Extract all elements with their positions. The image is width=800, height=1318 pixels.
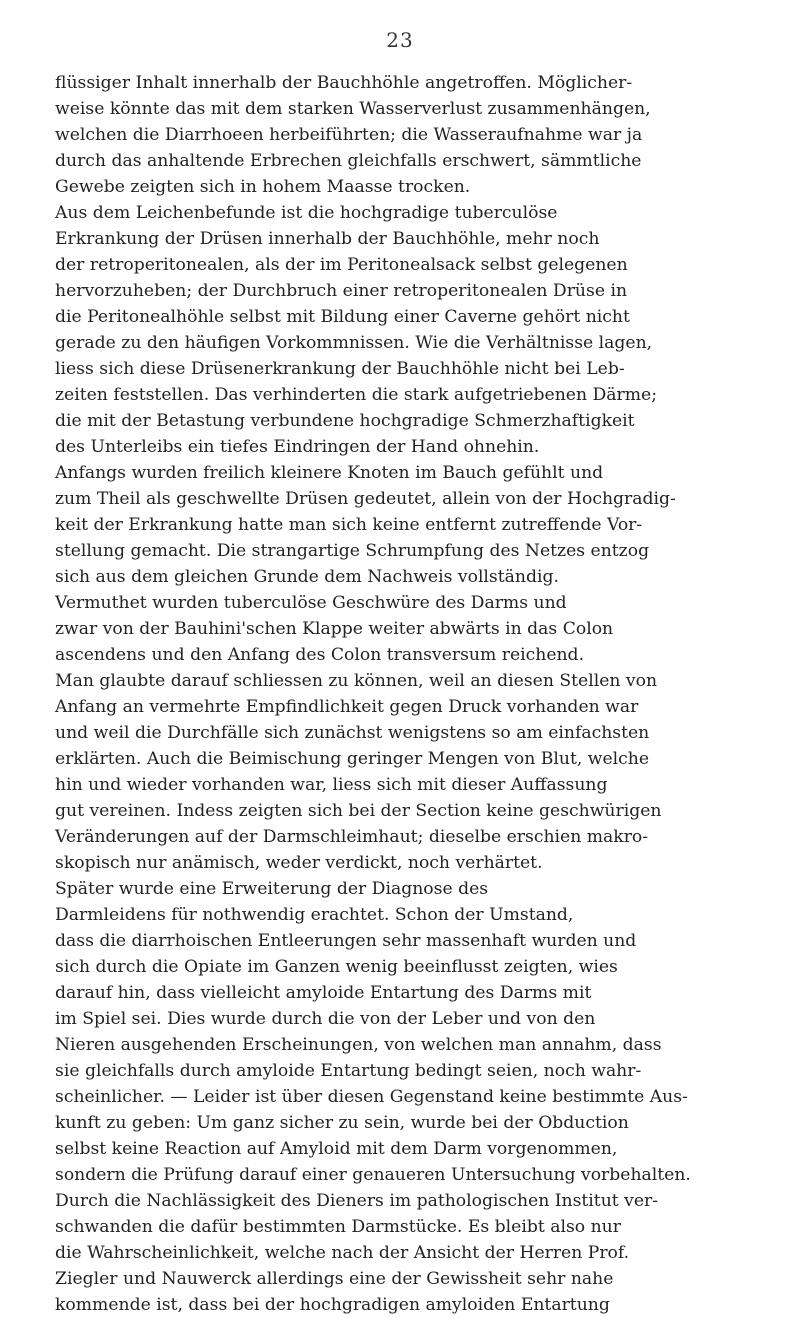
text-line: sie gleichfalls durch amyloide Entartung bedingt seien, noch wahr-: [55, 1061, 642, 1081]
text-line: Aus dem Leichenbefunde ist die hochgradige tuberculöse: [55, 203, 558, 223]
text-line: des Unterleibs ein tiefes Eindringen der Hand ohnehin.: [55, 437, 540, 457]
text-line: die Peritonealhöhle selbst mit Bildung einer Caverne gehört nicht: [55, 307, 630, 327]
text-line: die mit der Betastung verbundene hochgradige Schmerzhaftigkeit: [55, 411, 635, 431]
text-line: hervorzuheben; der Durchbruch einer retroperitonealen Drüse in: [55, 281, 628, 301]
text-line: welchen die Diarrhoeen herbeiführten; die Wasseraufnahme war ja: [55, 125, 643, 145]
text-line: Gewebe zeigten sich in hohem Maasse trocken.: [55, 177, 471, 197]
text-line: Später wurde eine Erweiterung der Diagnose des: [55, 879, 489, 899]
text-line: kommende ist, dass bei der hochgradigen amyloiden Entartung: [55, 1295, 610, 1315]
text-line: Anfangs wurden freilich kleinere Knoten im Bauch gefühlt und: [55, 463, 604, 483]
text-line: skopisch nur anämisch, weder verdickt, noch verhärtet.: [55, 853, 543, 873]
text-line: die Wahrscheinlichkeit, welche nach der Ansicht der Herren Prof.: [55, 1243, 630, 1263]
text-line: Anfang an vermehrte Empfindlichkeit gegen Druck vorhanden war: [55, 697, 639, 717]
text-line: Vermuthet wurden tuberculöse Geschwüre des Darms und: [55, 593, 567, 613]
text-line: liess sich diese Drüsenerkrankung der Bauchhöhle nicht bei Leb-: [55, 359, 625, 379]
page-number: 23: [386, 28, 414, 52]
text-line: zum Theil als geschwellte Drüsen gedeutet, allein von der Hochgradig-: [55, 489, 676, 509]
text-line: gut vereinen. Indess zeigten sich bei der Section keine geschwürigen: [55, 801, 662, 821]
text-line: stellung gemacht. Die strangartige Schrumpfung des Netzes entzog: [55, 541, 650, 561]
text-line: Darmleidens für nothwendig erachtet. Schon der Umstand,: [55, 905, 574, 925]
text-line: Veränderungen auf der Darmschleimhaut; dieselbe erschien makro-: [55, 827, 649, 847]
text-line: zwar von der Bauhini'schen Klappe weiter abwärts in das Colon: [55, 619, 614, 639]
text-line: Nieren ausgehenden Erscheinungen, von welchen man annahm, dass: [55, 1035, 662, 1055]
text-line: zeiten feststellen. Das verhinderten die stark aufgetriebenen Därme;: [55, 385, 657, 405]
text-line: ascendens und den Anfang des Colon transversum reichend.: [55, 645, 585, 665]
text-line: Durch die Nachlässigkeit des Dieners im pathologischen Institut ver-: [55, 1191, 659, 1211]
text-line: gerade zu den häufigen Vorkommnissen. Wie die Verhältnisse lagen,: [55, 333, 653, 353]
text-line: schwanden die dafür bestimmten Darmstücke. Es bleibt also nur: [55, 1217, 621, 1237]
text-line: Erkrankung der Drüsen innerhalb der Bauchhöhle, mehr noch: [55, 229, 600, 249]
text-line: sondern die Prüfung darauf einer genaueren Untersuchung vorbehalten.: [55, 1165, 691, 1185]
text-line: scheinlicher. — Leider ist über diesen Gegenstand keine bestimmte Aus-: [55, 1087, 688, 1107]
text-line: darauf hin, dass vielleicht amyloide Entartung des Darms mit: [55, 983, 592, 1003]
text-line: erklärten. Auch die Beimischung geringer Mengen von Blut, welche: [55, 749, 650, 769]
text-line: im Spiel sei. Dies wurde durch die von der Leber und von den: [55, 1009, 596, 1029]
text-line: sich aus dem gleichen Grunde dem Nachweis vollständig.: [55, 567, 559, 587]
text-line: durch das anhaltende Erbrechen gleichfalls erschwert, sämmtliche: [55, 151, 642, 171]
text-line: selbst keine Reaction auf Amyloid mit dem Darm vorgenommen,: [55, 1139, 618, 1159]
text-line: keit der Erkrankung hatte man sich keine entfernt zutreffende Vor-: [55, 515, 643, 535]
body-text: [55, 70, 755, 1318]
text-line: der retroperitonealen, als der im Peritonealsack selbst gelegenen: [55, 255, 628, 275]
text-line: dass die diarrhoischen Entleerungen sehr massenhaft wurden und: [55, 931, 637, 951]
text-line: Man glaubte darauf schliessen zu können, weil an diesen Stellen von: [55, 671, 658, 691]
text-line: flüssiger Inhalt innerhalb der Bauchhöhle angetroffen. Möglicher-: [55, 73, 633, 93]
text-line: und weil die Durchfälle sich zunächst wenigstens so am einfachsten: [55, 723, 650, 743]
text-line: Ziegler und Nauwerck allerdings eine der Gewissheit sehr nahe: [55, 1269, 614, 1289]
text-line: hin und wieder vorhanden war, liess sich mit dieser Auffassung: [55, 775, 608, 795]
text-line: kunft zu geben: Um ganz sicher zu sein, wurde bei der Obduction: [55, 1113, 629, 1133]
text-line: sich durch die Opiate im Ganzen wenig beeinflusst zeigten, wies: [55, 957, 618, 977]
text-line: weise könnte das mit dem starken Wasserverlust zusammenhängen,: [55, 99, 651, 119]
